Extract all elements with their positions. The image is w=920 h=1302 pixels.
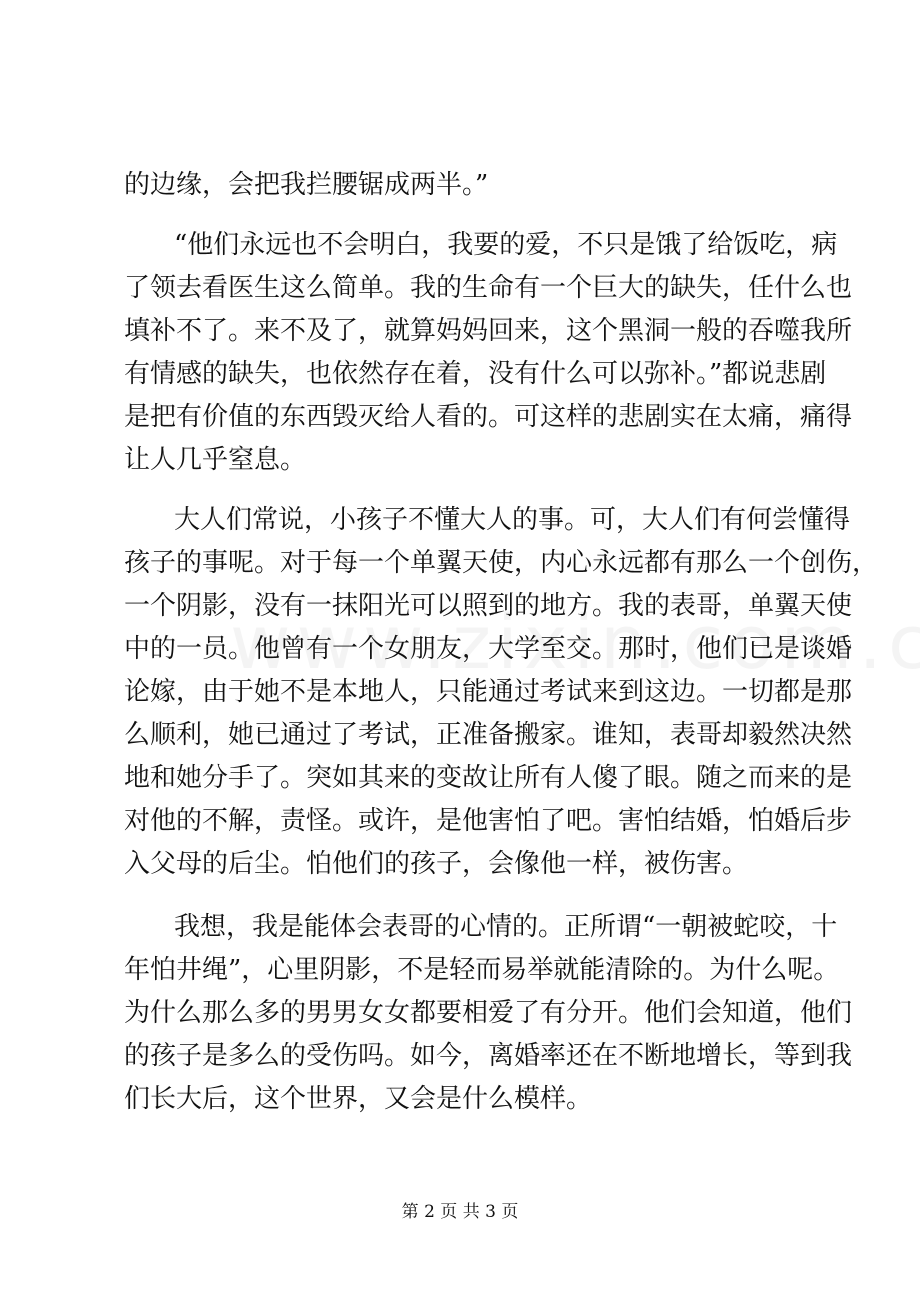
text-line: 论嫁，由于她不是本地人，只能通过考试来到这边。一切都是那 bbox=[124, 677, 853, 707]
text-line: 孩子的事呢。对于每一个单翼天使，内心永远都有那么一个创伤， bbox=[124, 548, 879, 578]
text-line: 让人几乎窒息。 bbox=[124, 445, 307, 475]
text-line: 年怕井绳”，心里阴影，不是轻而易举就能清除的。为什么呢。 bbox=[124, 955, 840, 985]
text-line: 一个阴影，没有一抹阳光可以照到的地方。我的表哥，单翼天使 bbox=[124, 591, 853, 621]
text-line: 入父母的后尘。怕他们的孩子，会像他一样，被伤害。 bbox=[124, 849, 749, 879]
text-line: 对他的不解，责怪。或许，是他害怕了吧。害怕结婚，怕婚后步 bbox=[124, 806, 853, 836]
text-line: 了领去看医生这么简单。我的生命有一个巨大的缺失，任什么也 bbox=[124, 273, 853, 303]
text-line: 中的一员。他曾有一个女朋友，大学至交。那时，他们已是谈婚 bbox=[124, 634, 853, 664]
text-line: 们长大后，这个世界，又会是什么模样。 bbox=[124, 1084, 593, 1114]
text-line: 我想，我是能体会表哥的心情的。正所谓“一朝被蛇咬，十 bbox=[174, 912, 838, 942]
text-line: 的边缘，会把我拦腰锯成两半。” bbox=[124, 170, 489, 200]
text-line: 填补不了。来不及了，就算妈妈回来，这个黑洞一般的吞噬我所 bbox=[124, 316, 853, 346]
page-footer: 第 2 页 共 3 页 bbox=[401, 1202, 519, 1222]
text-line: 大人们常说，小孩子不懂大人的事。可，大人们有何尝懂得 bbox=[174, 505, 851, 535]
text-line: 有情感的缺失，也依然存在着，没有什么可以弥补。”都说悲剧 bbox=[124, 359, 827, 389]
text-line: 地和她分手了。突如其来的变故让所有人傻了眼。随之而来的是 bbox=[124, 763, 853, 793]
text-line: 是把有价值的东西毁灭给人看的。可这样的悲剧实在太痛，痛得 bbox=[124, 402, 853, 432]
text-line: 么顺利，她已通过了考试，正准备搬家。谁知，表哥却毅然决然 bbox=[124, 720, 853, 750]
text-line: “他们永远也不会明白，我要的爱，不只是饿了给饭吃，病 bbox=[174, 230, 838, 260]
text-line: 为什么那么多的男男女女都要相爱了有分开。他们会知道，他们 bbox=[124, 998, 853, 1028]
text-line: 的孩子是多么的受伤吗。如今，离婚率还在不断地增长，等到我 bbox=[124, 1041, 853, 1071]
